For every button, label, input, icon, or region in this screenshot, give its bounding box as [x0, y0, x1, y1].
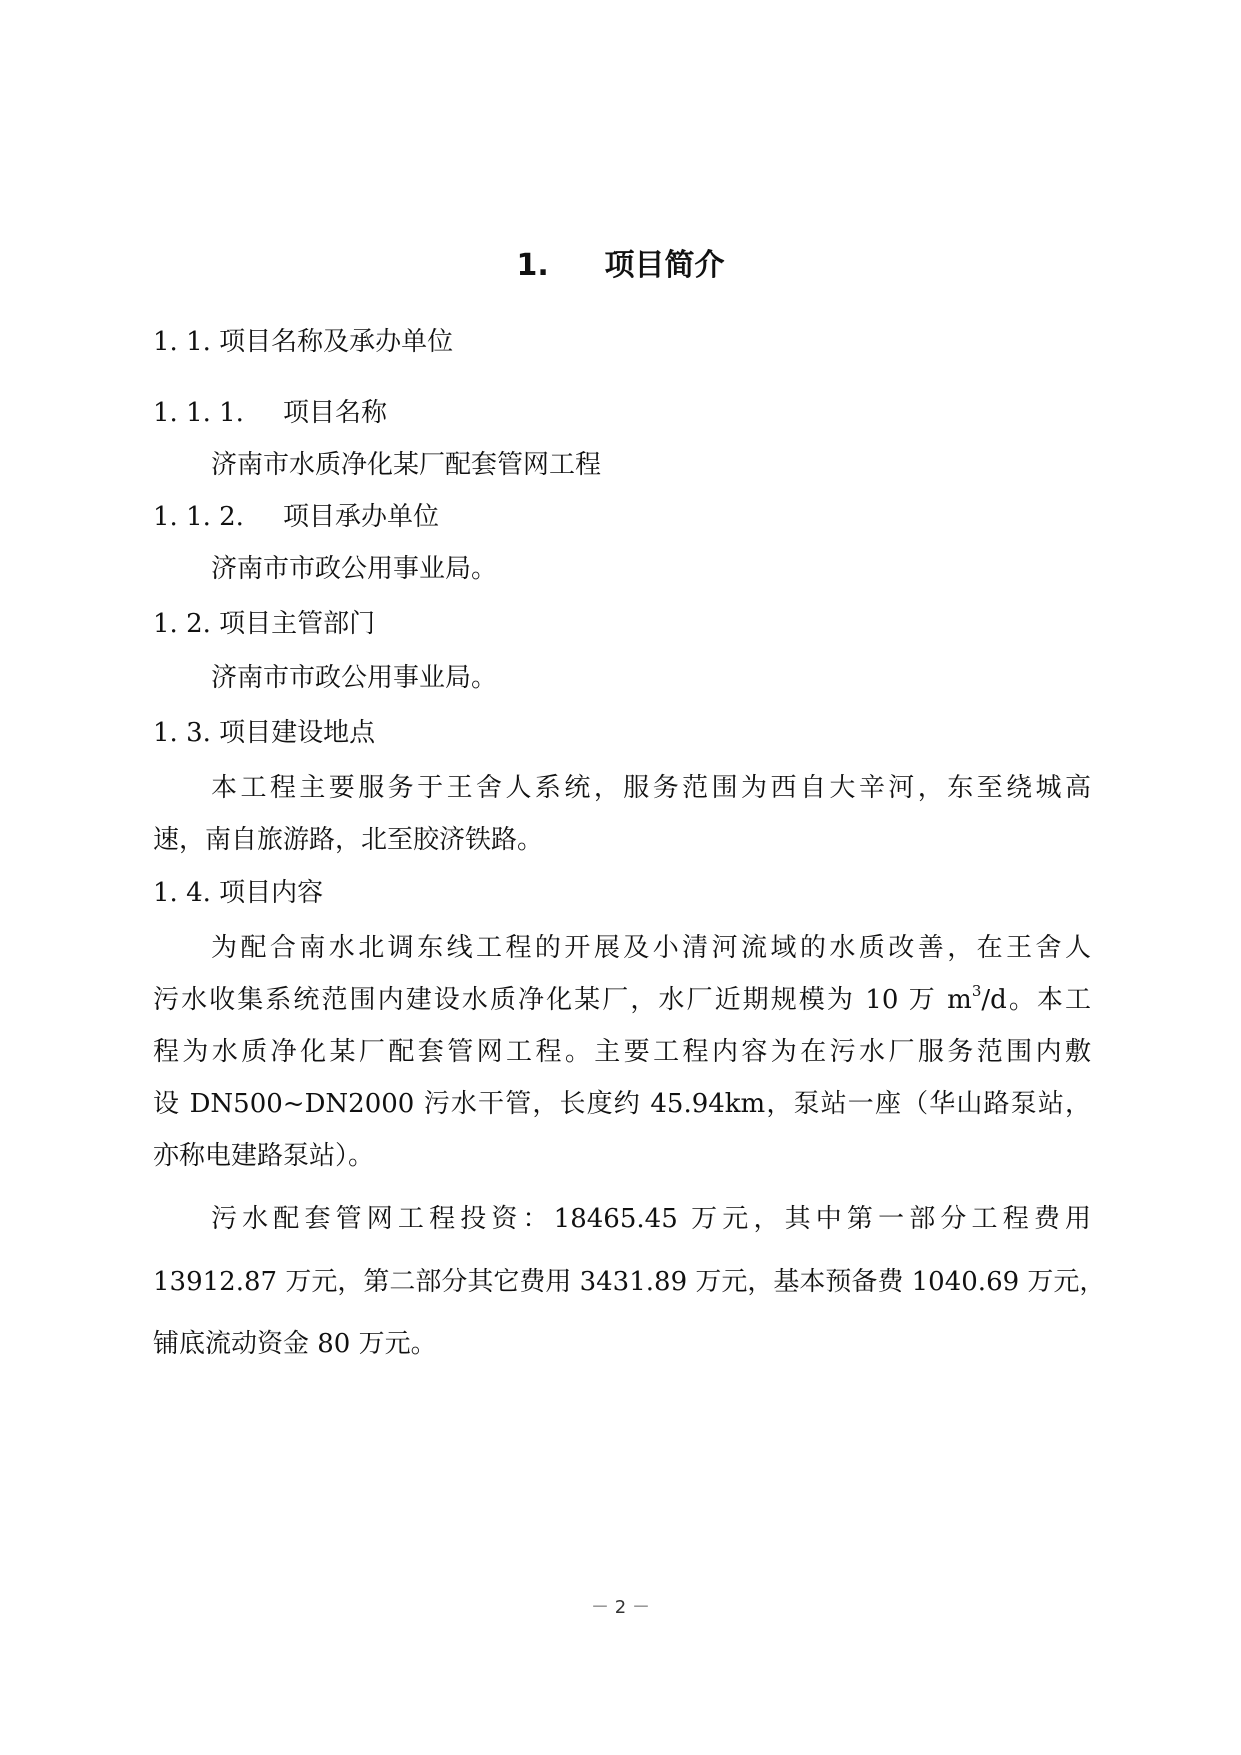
content-line-2-part-b: /d。本工: [981, 985, 1091, 1015]
content-paragraph-line-3: 程为水质净化某厂配套管网工程。主要工程内容为在污水厂服务范围内敷: [153, 1037, 1091, 1067]
cubic-superscript: 3: [971, 982, 982, 1001]
investment-paragraph-line-1: 污水配套管网工程投资：18465.45 万元，其中第一部分工程费用: [211, 1204, 1091, 1234]
section-1-3-heading: 1. 3. 项目建设地点: [153, 718, 376, 748]
chapter-title: [0, 244, 1241, 288]
project-undertaker-text: 济南市市政公用事业局。: [211, 554, 498, 584]
project-name-text: 济南市水质净化某厂配套管网工程: [211, 450, 602, 480]
content-line-2-part-a: 污水收集系统范围内建设水质净化某厂，水厂近期规模为 10 万 m: [153, 985, 972, 1015]
content-paragraph-line-2: [153, 980, 1091, 1020]
section-1-1-heading: 1. 1. 项目名称及承办单位: [153, 327, 454, 357]
section-1-1-1-heading: [153, 393, 387, 433]
competent-department-text: 济南市市政公用事业局。: [211, 663, 498, 693]
content-paragraph-line-1: 为配合南水北调东线工程的开展及小清河流域的水质改善，在王舍人: [211, 933, 1091, 963]
section-1-2-heading: 1. 2. 项目主管部门: [153, 609, 376, 639]
investment-paragraph-line-2: 13912.87 万元，第二部分其它费用 3431.89 万元，基本预备费 1040.69 万元，: [153, 1267, 1106, 1297]
section-1-4-heading: 1. 4. 项目内容: [153, 878, 324, 908]
section-1-1-1-title: 项目名称: [283, 398, 388, 428]
location-paragraph-line-2: 速，南自旅游路，北至胶济铁路。: [153, 825, 544, 855]
section-1-1-1-number: 1. 1. 1.: [153, 398, 244, 428]
content-paragraph-line-5: 亦称电建路泵站）。: [153, 1141, 375, 1171]
chapter-number: 1.: [516, 248, 549, 283]
chapter-title-text: 项目简介: [604, 248, 725, 283]
location-paragraph-line-1: 本工程主要服务于王舍人系统，服务范围为西自大辛河，东至绕城高: [211, 773, 1091, 803]
section-1-1-2-number: 1. 1. 2.: [153, 502, 244, 532]
investment-paragraph-line-3: 铺底流动资金 80 万元。: [153, 1329, 437, 1359]
content-paragraph-line-4: 设 DN500~DN2000 污水干管，长度约 45.94km，泵站一座（华山路泵站，: [153, 1089, 1091, 1119]
section-1-1-2-heading: [153, 497, 439, 537]
section-1-1-2-title: 项目承办单位: [283, 502, 440, 532]
page-number: － 2 －: [591, 1597, 650, 1618]
